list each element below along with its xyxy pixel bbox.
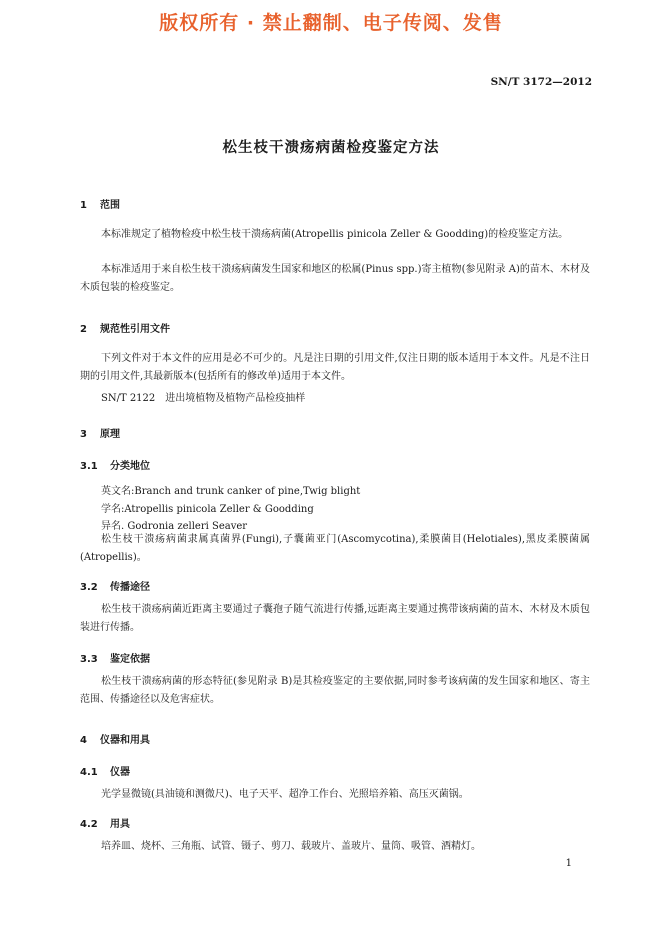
scientific-name: 学名:Atropellis pinicola Zeller & Goodding: [101, 504, 314, 515]
synonym-name: 异名. Godronia zelleri Seaver: [101, 521, 248, 532]
watermark: 版权所有 · 禁止翻制、电子传阅、发售: [159, 12, 503, 34]
section-4-2-heading: [80, 815, 130, 830]
section-1-paragraph-2: 本标准适用于来自松生枝干溃疡病菌发生国家和地区的松属(Pinus spp.)寄主植物(参见附录 A)的苗木、木材及木质包装的检疫鉴定。: [80, 264, 590, 293]
section-number: 3: [80, 429, 87, 440]
section-4-1-paragraph: 光学显微镜(具油镜和测微尺)、电子天平、超净工作台、光照培养箱、高压灭菌锅。: [101, 789, 469, 800]
section-title: 仪器: [110, 767, 130, 778]
section-3-2-paragraph: 松生枝干溃疡病菌近距离主要通过子囊孢子随气流进行传播,远距离主要通过携带该病菌的苗木、木材及木质包装进行传播。: [80, 604, 590, 633]
section-3-heading: [80, 425, 120, 440]
section-title: 鉴定依据: [110, 654, 150, 665]
classification-paragraph: 松生枝干溃疡病菌隶属真菌界(Fungi),子囊菌亚门(Ascomycotina),柔膜菌目(Helotiales),黑皮柔膜菌属(Atropellis)。: [80, 534, 590, 563]
section-number: 1: [80, 200, 87, 211]
section-4-2-paragraph: 培养皿、烧杯、三角瓶、试管、镊子、剪刀、载玻片、盖玻片、量筒、吸管、酒精灯。: [101, 841, 481, 852]
section-3-1-heading: [80, 457, 150, 472]
section-4-heading: [80, 731, 150, 746]
section-number: 3.2: [80, 582, 98, 593]
section-2-heading: [80, 320, 170, 335]
section-number: 4.2: [80, 819, 98, 830]
section-2-paragraph-1: 下列文件对于本文件的应用是必不可少的。凡是注日期的引用文件,仅注日期的版本适用于本文件。凡是不注日期的引用文件,其最新版本(包括所有的修改单)适用于本文件。: [80, 353, 590, 382]
standard-number: SN/T 3172—2012: [490, 76, 592, 88]
section-4-1-heading: [80, 763, 130, 778]
section-number: 4.1: [80, 767, 98, 778]
section-title: 规范性引用文件: [100, 324, 170, 335]
section-1-paragraph-1: 本标准规定了植物检疫中松生枝干溃疡病菌(Atropellis pinicola Zeller & Goodding)的检疫鉴定方法。: [101, 229, 569, 240]
section-number: 3.1: [80, 461, 98, 472]
section-number: 3.3: [80, 654, 98, 665]
section-3-3-heading: [80, 650, 150, 665]
page-number: 1: [565, 858, 572, 869]
section-title: 原理: [100, 429, 120, 440]
document-title: 松生枝干溃疡病菌检疫鉴定方法: [222, 140, 440, 156]
section-number: 2: [80, 324, 87, 335]
section-3-2-heading: [80, 578, 150, 593]
section-3-3-paragraph: 松生枝干溃疡病菌的形态特征(参见附录 B)是其检疫鉴定的主要依据,同时参考该病菌的发生国家和地区、寄主范围、传播途径以及危害症状。: [80, 676, 590, 705]
section-1-heading: [80, 196, 120, 211]
section-title: 范围: [100, 200, 120, 211]
section-title: 分类地位: [110, 461, 150, 472]
section-title: 用具: [110, 819, 130, 830]
english-name: 英文名:Branch and trunk canker of pine,Twig blight: [101, 486, 361, 497]
section-number: 4: [80, 735, 87, 746]
normative-reference: SN/T 2122 进出境植物及植物产品检疫抽样: [101, 393, 306, 404]
section-title: 传播途径: [110, 582, 150, 593]
section-title: 仪器和用具: [100, 735, 150, 746]
